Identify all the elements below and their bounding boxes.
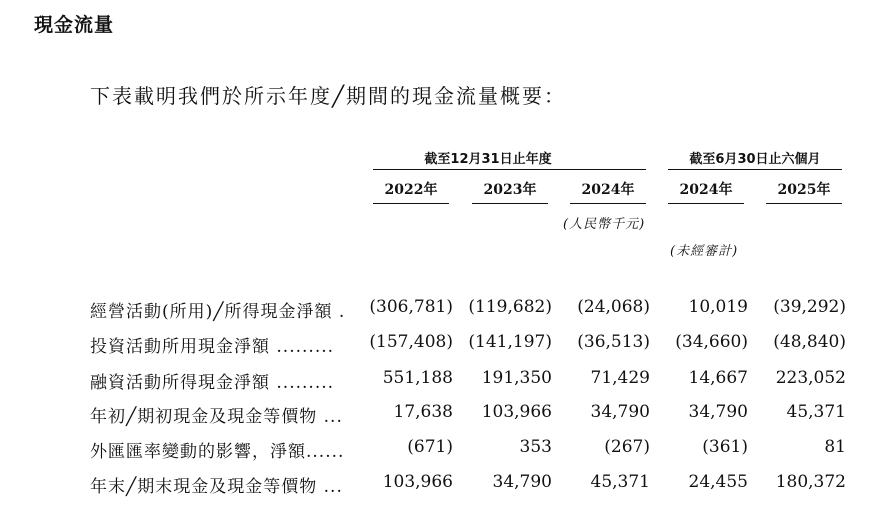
table-cell: (361) [702,437,748,457]
column-header-2022: 2022年 [384,182,438,198]
table-cell: 14,667 [688,368,748,388]
table-cell: 191,350 [481,368,552,388]
table-cell: (48,840) [773,332,846,352]
column-rule [373,203,449,204]
column-header-2024-interim: 2024年 [679,182,733,198]
column-rule [668,203,744,204]
row-label: 經營活動(所用)╱所得現金淨額 . [90,302,346,322]
table-cell: 71,429 [590,368,650,388]
group-rule-six-months [668,169,842,170]
group-label-six-months: 截至6月30日止六個月 [689,152,821,167]
table-cell: 34,790 [492,472,552,492]
table-cell: (141,197) [468,332,552,352]
intro-paragraph: 下表載明我們於所示年度╱期間的現金流量概要： [90,84,567,108]
table-cell: (119,682) [468,297,552,317]
table-cell: 34,790 [688,402,748,422]
row-label: 融資活動所得現金淨額 ......... [90,373,335,393]
table-cell: 10,019 [688,297,748,317]
table-cell: 223,052 [775,368,846,388]
table-cell: 17,638 [393,402,453,422]
group-label-year-end: 截至12月31日止年度 [424,152,552,167]
table-cell: 103,966 [382,472,453,492]
table-cell: (36,513) [577,332,650,352]
table-cell: (671) [407,437,453,457]
row-label: 年初╱期初現金及現金等價物 ... [90,407,343,427]
column-header-2023: 2023年 [483,182,537,198]
table-cell: (39,292) [773,297,846,317]
table-cell: 45,371 [590,472,650,492]
table-cell: 34,790 [590,402,650,422]
table-cell: 103,966 [481,402,552,422]
table-cell: (24,068) [577,297,650,317]
table-cell: 45,371 [786,402,846,422]
table-cell: (306,781) [369,297,453,317]
row-label: 年末╱期末現金及現金等價物 ... [90,477,343,497]
currency-note: (人民幣千元) [563,217,646,232]
table-cell: 24,455 [688,472,748,492]
row-label: 外匯匯率變動的影響，淨額...... [90,442,345,462]
group-rule-year-end [373,169,646,170]
table-cell: 81 [824,437,846,457]
section-title: 現金流量 [34,14,115,36]
column-rule [472,203,548,204]
row-label: 投資活動所用現金淨額 ......... [90,337,335,357]
column-header-2024: 2024年 [581,182,635,198]
column-rule [570,203,646,204]
column-rule [766,203,842,204]
table-cell: 180,372 [775,472,846,492]
table-cell: (267) [604,437,650,457]
table-cell: 353 [519,437,552,457]
table-cell: (34,660) [675,332,748,352]
audit-note: (未經審計) [670,244,739,259]
table-cell: 551,188 [382,368,453,388]
column-header-2025-interim: 2025年 [777,182,831,198]
table-cell: (157,408) [369,332,453,352]
